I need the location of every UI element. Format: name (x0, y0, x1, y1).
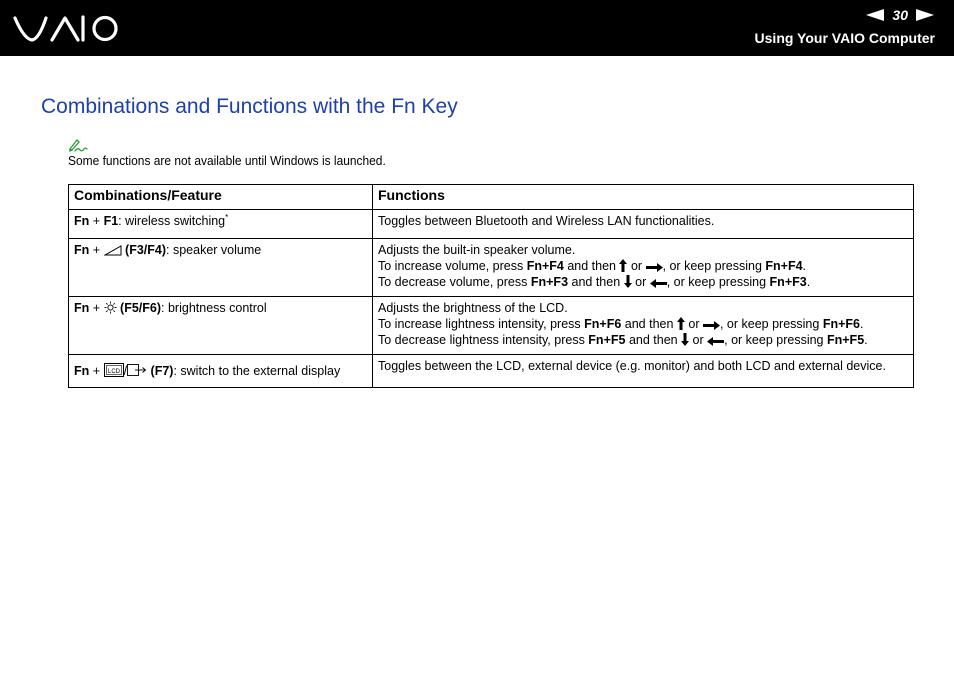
key-combo: Fn+F5 (588, 333, 626, 347)
note-text: Some functions are not available until Windows is launched. (68, 153, 386, 168)
fn-key: Fn (74, 301, 90, 315)
fn-key: Fn (74, 214, 90, 228)
table-row (69, 239, 914, 297)
function-key: F1 (103, 214, 119, 228)
page-number: 30 (892, 7, 908, 23)
feature-name: : switch to the external display (173, 363, 341, 378)
instruction-text: or (689, 333, 708, 347)
period: . (859, 317, 864, 331)
right-arrow-icon (646, 263, 663, 272)
instruction-text: and then (563, 259, 620, 273)
function-cell (373, 210, 914, 239)
fn-key: Fn (74, 243, 90, 257)
feature-name: : wireless switching (118, 214, 226, 228)
decrease-instruction (378, 274, 908, 290)
left-arrow-icon (650, 279, 667, 288)
key-combo: Fn+F3 (769, 275, 807, 289)
increase-instruction (378, 316, 908, 332)
page-title: Combinations and Functions with the Fn Key (41, 95, 458, 118)
left-arrow-icon (707, 337, 724, 346)
function-key: (F7) (150, 363, 174, 378)
period: . (864, 333, 868, 347)
column-header-combinations: Combinations/Feature (69, 185, 373, 210)
page-navigation (866, 7, 934, 23)
instruction-text: To decrease lightness intensity, press (378, 333, 589, 347)
instruction-text: and then (621, 317, 677, 331)
increase-instruction (378, 258, 908, 274)
key-combo: Fn+F6 (584, 317, 622, 331)
plus-sign: + (92, 301, 101, 315)
key-combo: Fn+F3 (530, 275, 569, 289)
period: . (802, 259, 807, 273)
up-arrow-icon (677, 317, 685, 330)
combination-cell (69, 239, 373, 297)
function-description: Toggles between Bluetooth and Wireless LAN functionalities. (378, 214, 715, 228)
function-description: Adjusts the built-in speaker volume. (378, 243, 576, 257)
instruction-text: To decrease volume, press (378, 275, 531, 289)
fn-key: Fn (74, 363, 90, 378)
key-combo: Fn+F6 (822, 317, 860, 331)
column-header-functions: Functions (373, 185, 914, 210)
footnote-marker: * (225, 212, 229, 222)
function-cell (373, 239, 914, 297)
instruction-text: To increase volume, press (378, 259, 527, 273)
instruction-text: or (684, 317, 703, 331)
instruction-text: To increase lightness intensity, press (378, 317, 585, 331)
period: . (806, 275, 811, 289)
plus-sign: + (92, 243, 101, 257)
instruction-text: , or keep pressing (666, 275, 770, 289)
fn-key-combinations-table (68, 184, 914, 388)
function-description: Toggles between the LCD, external device (e.g. monitor) and both LCD and external device. (378, 359, 886, 373)
instruction-text: , or keep pressing (719, 317, 823, 331)
vaio-logo (12, 11, 122, 45)
function-key: (F5/F6) (120, 301, 162, 315)
plus-sign: + (92, 214, 101, 228)
instruction-text: or (631, 275, 650, 289)
instruction-text: or (627, 259, 646, 273)
key-combo: Fn+F4 (765, 259, 803, 273)
table-row (69, 355, 914, 388)
brightness-sun-icon (104, 301, 117, 314)
svg-text:LCD: LCD (107, 368, 120, 375)
speaker-volume-icon (104, 245, 122, 256)
table-row (69, 297, 914, 355)
down-arrow-icon (681, 333, 689, 346)
lcd-display-icon (104, 363, 124, 377)
feature-name: : brightness control (161, 301, 267, 315)
slash: / (123, 363, 128, 378)
combination-cell (69, 210, 373, 239)
key-combo: Fn+F4 (526, 259, 564, 273)
next-page-arrow-icon[interactable] (916, 9, 934, 21)
down-arrow-icon (624, 275, 632, 288)
external-display-icon (127, 364, 147, 377)
combination-cell (69, 355, 373, 388)
feature-name: : speaker volume (166, 243, 262, 257)
instruction-text: and then (568, 275, 624, 289)
instruction-text: and then (625, 333, 682, 347)
section-title: Using Your VAIO Computer (754, 30, 935, 46)
decrease-instruction (378, 332, 908, 348)
page-header (0, 0, 954, 56)
function-cell (373, 355, 914, 388)
function-key: (F3/F4) (125, 243, 167, 257)
function-description: Adjusts the brightness of the LCD. (378, 301, 568, 315)
combination-cell (69, 297, 373, 355)
key-combo: Fn+F5 (826, 333, 865, 347)
note-pencil-icon (69, 138, 89, 152)
plus-sign: + (92, 363, 101, 378)
instruction-text: , or keep pressing (724, 333, 827, 347)
table-row (69, 210, 914, 239)
instruction-text: , or keep pressing (662, 259, 766, 273)
right-arrow-icon (703, 321, 720, 330)
function-cell (373, 297, 914, 355)
table-header-row (69, 185, 914, 210)
previous-page-arrow-icon[interactable] (866, 9, 884, 21)
